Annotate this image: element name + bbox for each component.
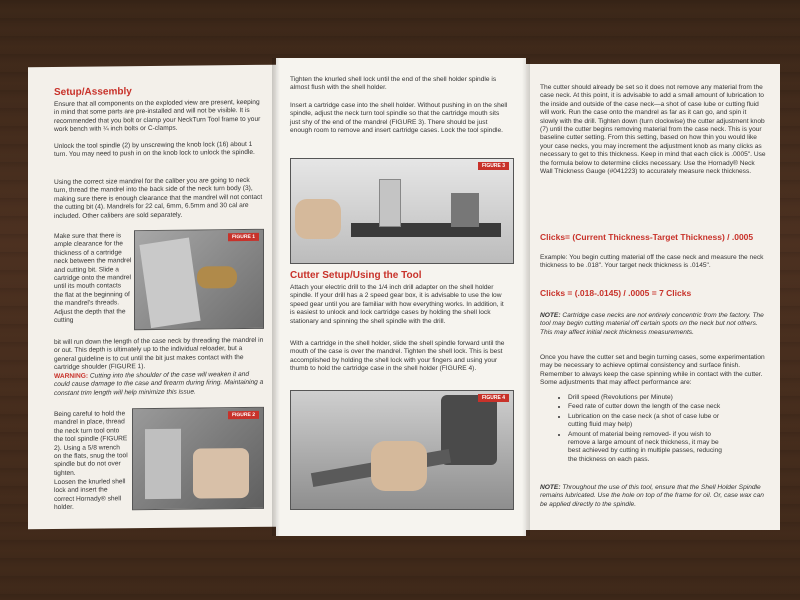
figure-1-photo <box>134 229 264 330</box>
note-1-text: Cartridge case necks are not entirely concentric from the factory. The tool may begin cutting material off certain spots on the neck but not others. This may affect initial neck thickness measurements. <box>540 312 764 336</box>
p2-para-4: With a cartridge in the shell holder, slide the shell spindle forward until the mouth of the case is over the mandrel. Tighten the shell lock. This is best accomplished by holding the shell lock with your fingers and using your thumb to hold the cartridge case in the shell holder (FIGURE 4). <box>290 340 505 373</box>
note-1-label: NOTE: <box>540 312 561 319</box>
setup-para-4b: bit will run down the length of the case neck by threading the mandrel in or out. This depth is ultimately up to the individual reloader, but a general guideline is to cut until the bit just makes contact with the cartridge shoulder (FIGURE 1). <box>54 336 264 372</box>
hand-shape <box>295 199 341 239</box>
setup-warning <box>54 371 264 398</box>
fold-line-left <box>272 58 280 536</box>
clicks-example-formula: Clicks = (.018-.0145) / .0005 = 7 Clicks <box>540 288 692 298</box>
hand-shape <box>371 441 427 491</box>
cartridge-shape <box>197 266 237 288</box>
panel-cutter-setup <box>276 58 526 536</box>
adjustment-list <box>554 394 724 465</box>
list-item: • Amount of material being removed- if you wish to remove a large amount of neck thickness, it may be best achieved by cutting in multiple passes, reducing the thickness on each pass. <box>568 431 724 465</box>
figure-4-photo <box>290 390 514 510</box>
list-item: • Drill speed (Revolutions per Minute) <box>568 394 724 402</box>
p3-para-3: Once you have the cutter set and begin turning cases, some experimentation may be necessary to achieve optimal consistency and surface finish. Remember to always keep the case spinning while in contact with the cutter. Some adjustments that may affect performance are: <box>540 354 765 387</box>
figure-1-label: FIGURE 1 <box>228 233 259 241</box>
clicks-formula: Clicks= (Current Thickness-Target Thickness) / .0005 <box>540 232 754 242</box>
warning-text: Cutting into the shoulder of the case will weaken it and could cause damage to the case and firearm during firing. Maintaining a constant trim length will help minimize this issue. <box>54 370 264 397</box>
list-item: • Lubrication on the case neck (a shot of case lube or cutting fluid may help) <box>568 413 724 430</box>
note-2-text: Throughout the use of this tool, ensure that the Shell Holder Spindle remains lubricated. Use the hole on top of the frame for oil. Or, case wax can be applied directly to the spindle. <box>540 484 764 508</box>
setup-para-3: Using the correct size mandrel for the caliber you are going to neck turn, thread the mandrel into the back side of the neck turn body (3), making sure there is enough clearance that the mandrel will not contact the cutting bit (4). Mandrels for 22 cal, 6mm, 6.5mm and 30 cal are included. Other calibers are sold separately. <box>54 176 263 220</box>
fold-line-right <box>522 58 530 536</box>
tool-body-shape <box>145 429 181 499</box>
p3-para-1: The cutter should already be set so it does not remove any material from the case neck. At this point, it is advisable to add a small amount of lubrication to the inside and outside of the case neck—a shot of case lube or cutting fluid will work. Run the case onto the mandrel as far as it can go, and spin it slowly with the drill. Tighten down (turn clockwise) the cutter adjustment knob (7) until the cutter begins removing material from the case neck. This is your baseline cutter setting. From this setting, based on how thin you would like your case necks, you may increment the adjustment knob as many clicks as necessary to get to this thickness. Keep in mind that each click is .0005". Use the formula below to determine clicks necessary. Use the Hornady® Neck Wall Thickness Gauge (#041223) to accurately measure neck thickness. <box>540 84 766 176</box>
heading-setup-assembly: Setup/Assembly <box>54 86 132 99</box>
p3-note-2 <box>540 484 766 509</box>
panel-cutter-adjustment <box>526 64 780 530</box>
figure-4-label: FIGURE 4 <box>478 394 509 402</box>
p3-note-1 <box>540 312 766 337</box>
heading-cutter-setup: Cutter Setup/Using the Tool <box>290 270 422 281</box>
panel-setup-assembly <box>28 65 276 530</box>
setup-para-5: Being careful to hold the mandrel in place, thread the neck turn tool onto the tool spindle (FIGURE 2). Using a 5/8 wrench on the flats, snug the tool spindle but do not over tighten. <box>54 410 128 477</box>
setup-para-6: Loosen the knurled shell lock and insert the correct Hornady® shell holder. <box>54 478 126 512</box>
p2-para-2: Insert a cartridge case into the shell holder. Without pushing in on the shell spindle, adjust the neck turn tool spindle so that the cartridge mouth sits just shy of the end of the mandrel (FIGURE 3). There should be just enough room to remove and insert cartridge cases. Lock the tool spindle. <box>290 102 508 135</box>
p3-example: Example: You begin cutting material off the case neck and measure the neck thickness to be .018". Your target neck thickness is .0145". <box>540 254 764 270</box>
warning-label: WARNING: <box>54 372 89 381</box>
figure-2-photo <box>132 407 264 510</box>
figure-3-photo <box>290 158 514 264</box>
list-item: • Feed rate of cutter down the length of the case neck <box>568 403 724 411</box>
cutter-knob-shape <box>451 193 479 227</box>
figure-3-label: FIGURE 3 <box>478 162 509 170</box>
figure-2-label: FIGURE 2 <box>228 411 259 419</box>
hand-shape <box>193 448 249 499</box>
shell-holder-shape <box>379 179 401 227</box>
p2-para-3: Attach your electric drill to the 1/4 inch drill adapter on the shell holder spindle. If your drill has a 2 speed gear box, it is advisable to use the low speed gear until you are familiar with how everything works. In addition, it is easiest to unlock and lock cartridge cases by holding the shell lock stationary and spinning the shell spindle with the drill. <box>290 284 504 325</box>
instruction-brochure <box>28 58 780 536</box>
p2-para-1: Tighten the knurled shell lock until the end of the shell holder spindle is almost flush with the shell holder. <box>290 76 497 92</box>
note-2-label: NOTE: <box>540 484 561 491</box>
setup-para-1: Ensure that all components on the exploded view are present, keeping in mind that some parts are pre-installed and will not be visible. It is recommended that you bolt or clamp your NeckTurn Tool frame to your work bench with ¼ inch bolts or C-clamps. <box>54 98 261 134</box>
mandrel-shape <box>139 238 200 329</box>
setup-para-4: Make sure that there is ample clearance for the thickness of a cartridge neck between the mandrel and cutting bit. Slide a cartridge onto the mandrel until its mouth contacts the flat at the beginning of the mandrel's threads. Adjust the depth that the cutting <box>54 232 132 325</box>
setup-para-2: Unlock the tool spindle (2) by unscrewing the knob lock (16) about 1 turn. You may need to push in on the knob lock to unlock the spindle. <box>54 140 255 159</box>
